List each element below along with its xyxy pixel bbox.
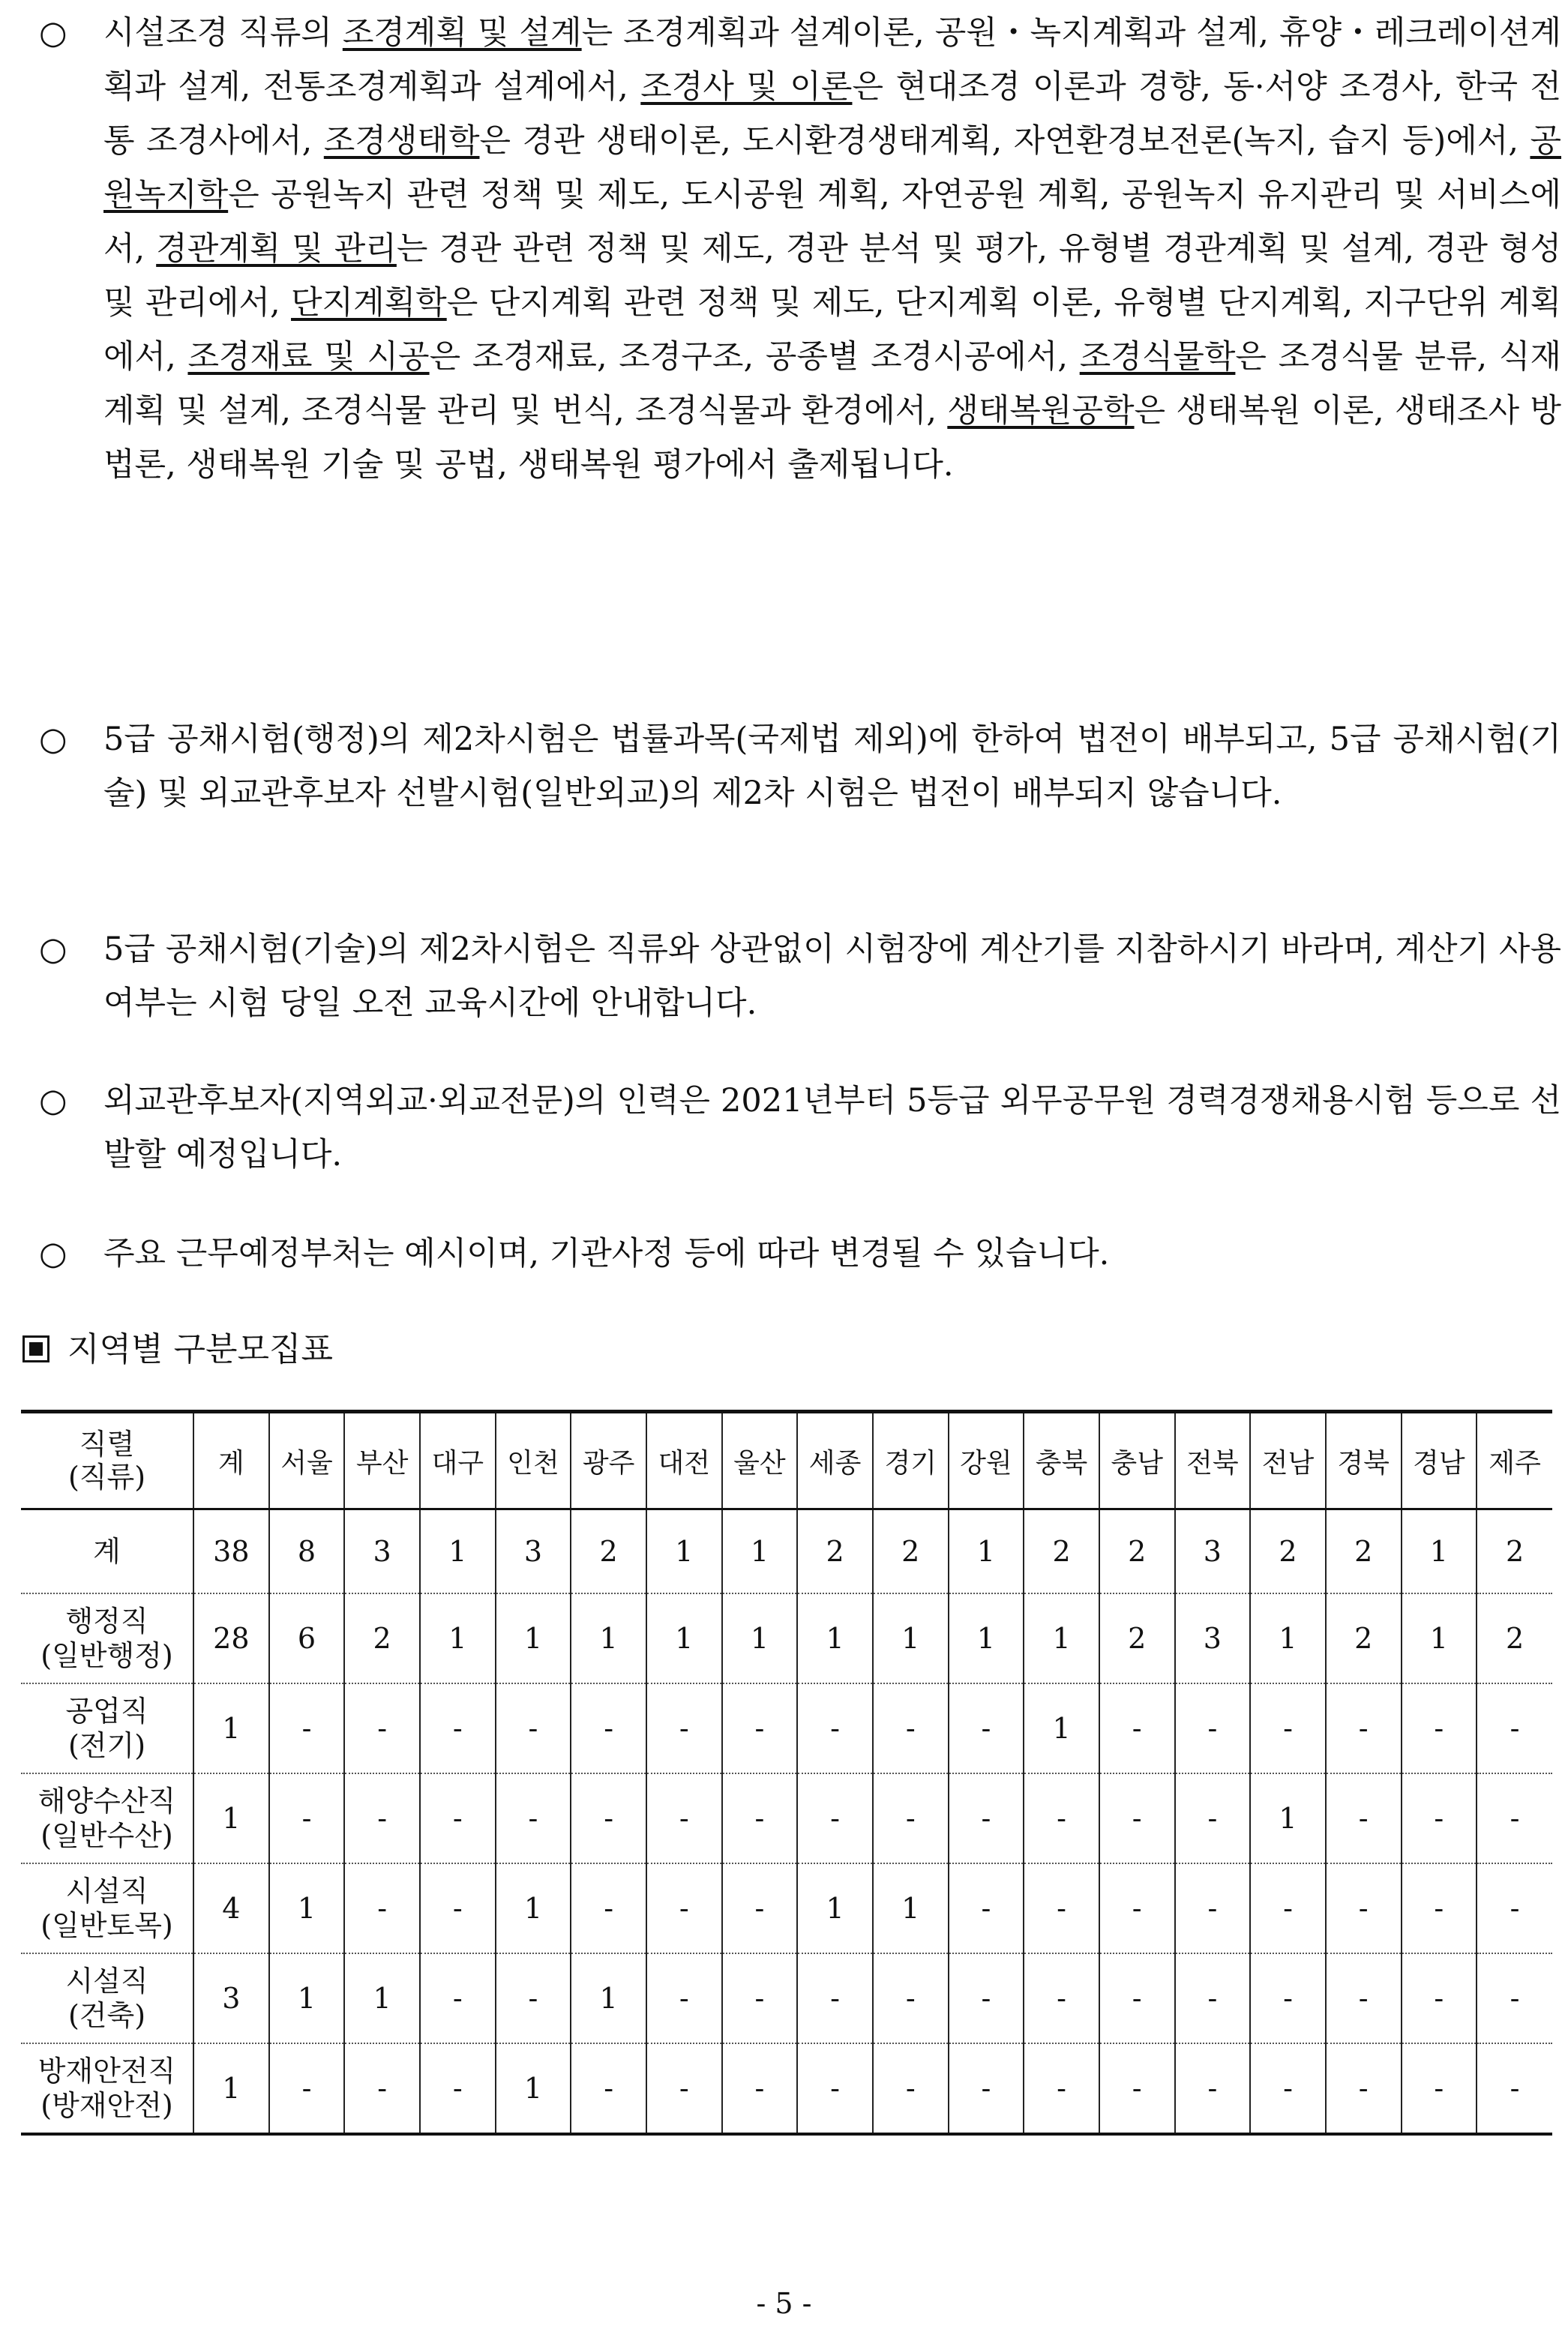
table-cell: - xyxy=(1402,2043,1477,2134)
table-cell: 1 xyxy=(1250,1593,1326,1683)
table-cell: - xyxy=(1175,1863,1251,1953)
text-segment: 시설조경 직류의 xyxy=(103,14,343,52)
table-cell: - xyxy=(873,1953,949,2043)
bullet-circle-icon: ○ xyxy=(39,721,67,758)
table-cell: 2 xyxy=(1250,1509,1326,1594)
table-cell: - xyxy=(1477,2043,1552,2134)
column-header: 인천 xyxy=(496,1412,571,1509)
table-cell: - xyxy=(797,1773,873,1863)
table-cell: 1 xyxy=(949,1593,1024,1683)
table-cell: 1 xyxy=(344,1953,420,2043)
table-cell: - xyxy=(646,1683,722,1773)
page-number: - 5 - xyxy=(756,2287,812,2320)
table-row xyxy=(21,1509,1552,1594)
table-cell: 3 xyxy=(193,1953,269,2043)
table-cell: - xyxy=(571,1773,646,1863)
column-header: 경북 xyxy=(1326,1412,1402,1509)
text-segment: 5급 공채시험(기술)의 제2차시험은 직류와 상관없이 시험장에 계산기를 지참하시기 바라며, 계산기 사용여부는 시험 당일 오전 교육시간에 안내합니다. xyxy=(103,931,1561,1022)
table-cell: - xyxy=(1175,2043,1251,2134)
table-cell: 1 xyxy=(1024,1593,1099,1683)
table-cell: - xyxy=(269,1683,345,1773)
table-cell: - xyxy=(1099,2043,1175,2134)
table-cell: - xyxy=(344,2043,420,2134)
table-cell: 2 xyxy=(797,1509,873,1594)
table-cell: - xyxy=(420,1683,496,1773)
table-cell: - xyxy=(269,1773,345,1863)
exam-subject-paragraph xyxy=(39,6,1561,492)
underlined-subject: 조경사 및 이론 xyxy=(640,68,853,106)
row-label xyxy=(21,1773,193,1863)
text-segment: 은 단지계획 관련 정책 및 제도, 단지계획 이론, 유형별 단지계획, 지구단위 계획에서, xyxy=(103,284,1561,376)
underlined-subject: 조경식물학 xyxy=(1079,338,1236,376)
table-cell: - xyxy=(571,1683,646,1773)
column-header: 제주 xyxy=(1477,1412,1552,1509)
table-cell: - xyxy=(344,1773,420,1863)
column-header: 계 xyxy=(193,1412,269,1509)
table-cell: 1 xyxy=(646,1509,722,1594)
table-cell: - xyxy=(269,2043,345,2134)
table-cell: - xyxy=(420,1863,496,1953)
column-header: 부산 xyxy=(344,1412,420,1509)
text-segment: 은 공원녹지 관련 정책 및 제도, 도시공원 계획, 자연공원 계획, 공원녹지 유지관리 및 서비스에서, xyxy=(103,176,1561,268)
calculator-notice-paragraph xyxy=(39,922,1561,1030)
row-label xyxy=(21,2043,193,2134)
table-cell: 2 xyxy=(1477,1593,1552,1683)
table-cell: 8 xyxy=(269,1509,345,1594)
column-header: 강원 xyxy=(949,1412,1024,1509)
table-cell: 3 xyxy=(496,1509,571,1594)
table-cell: 1 xyxy=(193,1683,269,1773)
table-cell: - xyxy=(496,1683,571,1773)
underlined-subject: 조경생태학 xyxy=(323,122,480,160)
table-cell: - xyxy=(420,2043,496,2134)
table-cell: 2 xyxy=(571,1509,646,1594)
table-cell: - xyxy=(571,2043,646,2134)
table-cell: - xyxy=(1402,1773,1477,1863)
row-label-line: 방재안전직 xyxy=(37,2055,176,2088)
table-cell: 2 xyxy=(1477,1509,1552,1594)
column-header: 전북 xyxy=(1175,1412,1251,1509)
table-cell: 2 xyxy=(344,1593,420,1683)
column-header: 경남 xyxy=(1402,1412,1477,1509)
row-label xyxy=(21,1953,193,2043)
department-notice-paragraph xyxy=(39,1227,1561,1281)
paragraph-text xyxy=(103,6,1561,492)
table-cell: 1 xyxy=(571,1593,646,1683)
table-cell: - xyxy=(344,1863,420,1953)
table-cell: - xyxy=(1477,1773,1552,1863)
row-label-line: (전기) xyxy=(67,1729,146,1762)
table-cell: 1 xyxy=(496,2043,571,2134)
underlined-subject: 생태복원공학 xyxy=(947,392,1135,430)
table-cell: - xyxy=(873,1683,949,1773)
table-cell: - xyxy=(722,1773,798,1863)
row-label xyxy=(21,1863,193,1953)
table-row xyxy=(21,2043,1552,2134)
table-header-row xyxy=(21,1412,1552,1509)
text-segment: 은 조경재료, 조경구조, 공종별 조경시공에서, xyxy=(429,338,1080,376)
row-label xyxy=(21,1683,193,1773)
row-label-line: 시설직 xyxy=(65,1875,148,1908)
table-row xyxy=(21,1773,1552,1863)
column-header: 광주 xyxy=(571,1412,646,1509)
table-row xyxy=(21,1683,1552,1773)
table-cell: - xyxy=(949,1863,1024,1953)
table-cell: 2 xyxy=(1326,1593,1402,1683)
table-cell: - xyxy=(1099,1683,1175,1773)
table-cell: - xyxy=(1024,1863,1099,1953)
table-cell: - xyxy=(949,1773,1024,1863)
table-cell: - xyxy=(1326,2043,1402,2134)
table-cell: 1 xyxy=(873,1863,949,1953)
text-segment: 은 생태복원 이론, 생태조사 방법론, 생태복원 기술 및 공법, 생태복원 평가에서 출제됩니다. xyxy=(103,392,1561,484)
table-cell: - xyxy=(949,1683,1024,1773)
table-cell: 1 xyxy=(269,1953,345,2043)
row-label-line: 시설직 xyxy=(65,1965,148,1998)
filled-square-icon xyxy=(22,1335,49,1362)
table-cell: 3 xyxy=(1175,1509,1251,1594)
table-cell: 1 xyxy=(420,1593,496,1683)
text-segment: 주요 근무예정부처는 예시이며, 기관사정 등에 따라 변경될 수 있습니다. xyxy=(103,1235,1110,1272)
text-segment: 는 조경계획과 설계이론, 공원・녹지계획과 설계, 휴양・레크레이션계획과 설계, 전통조경계획과 설계에서, xyxy=(103,14,1561,106)
table-cell: - xyxy=(1402,1863,1477,1953)
table-cell: 1 xyxy=(797,1863,873,1953)
column-header: 대전 xyxy=(646,1412,722,1509)
bullet-circle-icon: ○ xyxy=(39,931,67,968)
table-cell: - xyxy=(797,1683,873,1773)
row-label-line: 공업직 xyxy=(65,1695,148,1728)
row-label-line: 행정직 xyxy=(65,1605,148,1638)
row-label-line: 해양수산직 xyxy=(37,1785,176,1818)
table-cell: - xyxy=(496,1773,571,1863)
table-cell: 2 xyxy=(1099,1509,1175,1594)
table-cell: - xyxy=(1402,1683,1477,1773)
table-cell: - xyxy=(722,2043,798,2134)
text-segment: 외교관후보자(지역외교·외교전문)의 인력은 2021년부터 5등급 외무공무원 경력경쟁채용시험 등으로 선발할 예정입니다. xyxy=(103,1082,1561,1173)
table-cell: - xyxy=(344,1683,420,1773)
table-cell: 3 xyxy=(1175,1593,1251,1683)
table-cell: - xyxy=(646,1863,722,1953)
table-cell: - xyxy=(949,2043,1024,2134)
table-cell: 28 xyxy=(193,1593,269,1683)
table-cell: 1 xyxy=(1402,1593,1477,1683)
table-cell: - xyxy=(1250,1863,1326,1953)
table-cell: 1 xyxy=(496,1863,571,1953)
paragraph-text xyxy=(103,712,1561,820)
column-header: 서울 xyxy=(269,1412,345,1509)
table-cell: - xyxy=(646,2043,722,2134)
table-cell: - xyxy=(1326,1863,1402,1953)
table-cell: 1 xyxy=(722,1509,798,1594)
text-segment: 은 경관 생태이론, 도시환경생태계획, 자연환경보전론(녹지, 습지 등)에서, xyxy=(479,122,1531,160)
column-header: 충북 xyxy=(1024,1412,1099,1509)
table-cell: 38 xyxy=(193,1509,269,1594)
table-cell: - xyxy=(646,1953,722,2043)
column-header: 경기 xyxy=(873,1412,949,1509)
column-header: 세종 xyxy=(797,1412,873,1509)
row-label xyxy=(21,1593,193,1683)
table-cell: 6 xyxy=(269,1593,345,1683)
table-cell: - xyxy=(1099,1953,1175,2043)
bullet-circle-icon: ○ xyxy=(39,1235,67,1272)
row-label-line: (일반토목) xyxy=(40,1909,173,1942)
table-cell: 2 xyxy=(1024,1509,1099,1594)
table-cell: 1 xyxy=(646,1593,722,1683)
table-cell: - xyxy=(797,2043,873,2134)
regional-recruitment-table xyxy=(21,1410,1552,2136)
table-cell: - xyxy=(1326,1773,1402,1863)
table-cell: - xyxy=(420,1773,496,1863)
table-cell: - xyxy=(873,1773,949,1863)
table-cell: 1 xyxy=(1402,1509,1477,1594)
paragraph-text xyxy=(103,1074,1561,1182)
table-row xyxy=(21,1953,1552,2043)
underlined-subject: 공원녹지학 xyxy=(103,122,1561,214)
table-cell: - xyxy=(646,1773,722,1863)
table-cell: 4 xyxy=(193,1863,269,1953)
table-cell: - xyxy=(420,1953,496,2043)
table-cell: 1 xyxy=(571,1953,646,2043)
table-cell: - xyxy=(1024,1773,1099,1863)
column-header: 충남 xyxy=(1099,1412,1175,1509)
row-label-line: (일반수산) xyxy=(40,1819,173,1852)
corner-header xyxy=(21,1412,193,1509)
row-label-line: (일반행정) xyxy=(40,1639,173,1672)
table-cell: - xyxy=(1402,1953,1477,2043)
section-title-text: 지역별 구분모집표 xyxy=(67,1330,334,1368)
table-cell: 1 xyxy=(420,1509,496,1594)
underlined-subject: 조경계획 및 설계 xyxy=(342,14,582,52)
bullet-circle-icon: ○ xyxy=(39,1082,67,1120)
table-cell: 1 xyxy=(1250,1773,1326,1863)
table-cell: - xyxy=(797,1953,873,2043)
underlined-subject: 단지계획학 xyxy=(291,284,447,322)
text-segment: 은 조경식물 분류, 식재계획 및 설계, 조경식물 관리 및 번식, 조경식물과 환경에서, xyxy=(103,338,1561,430)
table-cell: - xyxy=(1250,1683,1326,1773)
table-cell: 3 xyxy=(344,1509,420,1594)
table-cell: - xyxy=(1477,1953,1552,2043)
corner-line-2: (직류) xyxy=(67,1461,146,1494)
paragraph-text xyxy=(103,1227,1561,1281)
underlined-subject: 경관계획 및 관리 xyxy=(156,230,397,268)
table-cell: 2 xyxy=(873,1509,949,1594)
table-cell: - xyxy=(722,1863,798,1953)
table-row xyxy=(21,1863,1552,1953)
diplomat-notice-paragraph xyxy=(39,1074,1561,1182)
table-cell: 1 xyxy=(722,1593,798,1683)
table-cell: - xyxy=(1250,1953,1326,2043)
table-cell: 1 xyxy=(193,2043,269,2134)
table-row xyxy=(21,1593,1552,1683)
table-cell: - xyxy=(1175,1683,1251,1773)
table-cell: - xyxy=(1024,2043,1099,2134)
column-header: 대구 xyxy=(420,1412,496,1509)
table-cell: 1 xyxy=(269,1863,345,1953)
table-cell: 2 xyxy=(1326,1509,1402,1594)
table-cell: - xyxy=(1099,1773,1175,1863)
table-cell: - xyxy=(1477,1683,1552,1773)
table-cell: 1 xyxy=(873,1593,949,1683)
table-cell: 1 xyxy=(193,1773,269,1863)
table-body xyxy=(21,1509,1552,2135)
table-cell: - xyxy=(1326,1683,1402,1773)
table-cell: 1 xyxy=(1024,1683,1099,1773)
table-cell: 2 xyxy=(1099,1593,1175,1683)
table-cell: - xyxy=(1477,1863,1552,1953)
table-cell: 1 xyxy=(797,1593,873,1683)
table-cell: - xyxy=(1099,1863,1175,1953)
corner-line-1: 직렬 xyxy=(79,1428,135,1461)
table-cell: - xyxy=(949,1953,1024,2043)
table-cell: 1 xyxy=(949,1509,1024,1594)
table-cell: - xyxy=(1175,1953,1251,2043)
section-title xyxy=(22,1327,333,1372)
law-book-notice-paragraph xyxy=(39,712,1561,820)
table-cell: - xyxy=(496,1953,571,2043)
table-cell: 1 xyxy=(496,1593,571,1683)
paragraph-text xyxy=(103,922,1561,1030)
table-cell: - xyxy=(1326,1953,1402,2043)
table-cell: - xyxy=(1024,1953,1099,2043)
table-cell: - xyxy=(722,1953,798,2043)
row-label-line: 계 xyxy=(93,1535,121,1568)
text-segment: 5급 공채시험(행정)의 제2차시험은 법률과목(국제법 제외)에 한하여 법전이 배부되고, 5급 공채시험(기술) 및 외교관후보자 선발시험(일반외교)의 제2차 시험은 법전이 배부되지 않습니다. xyxy=(103,721,1561,812)
row-label-line: (방재안전) xyxy=(40,2089,173,2122)
underlined-subject: 조경재료 및 시공 xyxy=(187,338,430,376)
bullet-circle-icon: ○ xyxy=(39,14,67,52)
table-cell: - xyxy=(1175,1773,1251,1863)
table-cell: - xyxy=(1250,2043,1326,2134)
row-label xyxy=(21,1509,193,1594)
table-cell: - xyxy=(873,2043,949,2134)
text-segment: 은 현대조경 이론과 경향, 동·서양 조경사, 한국 전통 조경사에서, xyxy=(103,68,1561,160)
column-header: 전남 xyxy=(1250,1412,1326,1509)
row-label-line: (건축) xyxy=(67,1999,146,2032)
text-segment: 는 경관 관련 정책 및 제도, 경관 분석 및 평가, 유형별 경관계획 및 설계, 경관 형성 및 관리에서, xyxy=(103,230,1561,322)
column-header: 울산 xyxy=(722,1412,798,1509)
table-cell: - xyxy=(722,1683,798,1773)
table-cell: - xyxy=(571,1863,646,1953)
